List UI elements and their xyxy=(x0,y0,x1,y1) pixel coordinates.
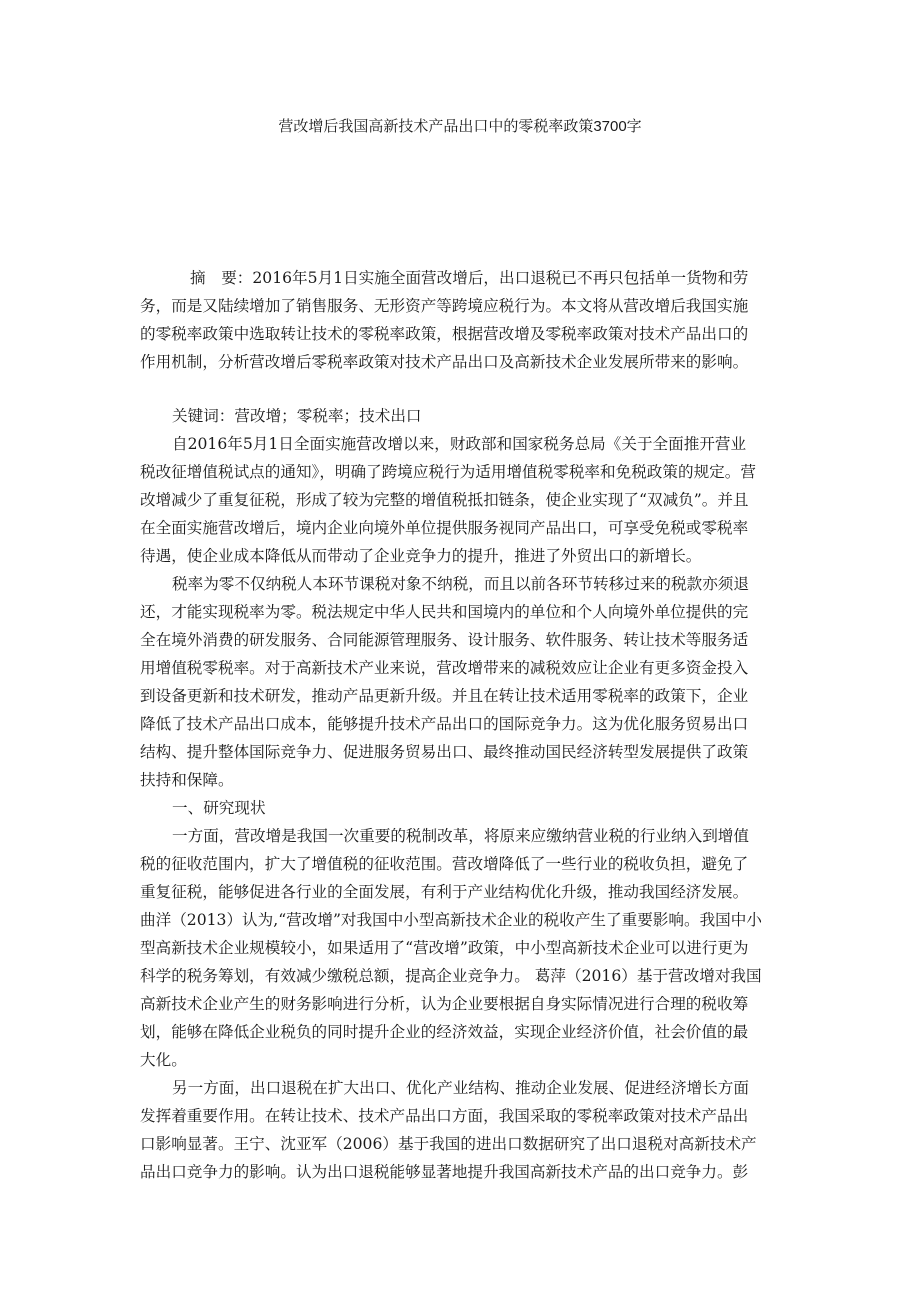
paragraph-line: 扶持和保障。 xyxy=(140,771,234,789)
paragraph-line: 自2016年5月1日全面实施营改增以来，财政部和国家税务总局《关于全面推开营业 xyxy=(172,435,747,453)
paragraph-line: 还，才能实现税率为零。税法规定中华人民共和国境内的单位和个人向境外单位提供的完 xyxy=(140,603,749,621)
paragraph-line: 发挥着重要作用。在转让技术、技术产品出口方面，我国采取的零税率政策对技术产品出 xyxy=(140,1107,749,1125)
paragraph-line: 科学的税务筹划，有效减少缴税总额，提高企业竞争力。 葛萍（2016）基于营改增对我国 xyxy=(140,967,762,985)
paragraph xyxy=(140,1074,802,1186)
paragraph-line: 型高新技术企业规模较小，如果适用了“营改增”政策，中小型高新技术企业可以进行更为 xyxy=(140,939,749,957)
section-heading xyxy=(140,794,802,822)
abstract xyxy=(140,264,802,376)
paragraph-line: 品出口竞争力的影响。认为出口退税能够显著地提升我国高新技术产品的出口竞争力。彭 xyxy=(140,1163,749,1181)
paragraph-line: 划，能够在降低企业税负的同时提升企业的经济效益，实现企业经济价值，社会价值的最 xyxy=(140,1023,749,1041)
paragraph-line: 到设备更新和技术研发，推动产品更新升级。并且在转让技术适用零税率的政策下，企业 xyxy=(140,687,749,705)
abstract-line: 务，而是又陆续增加了销售服务、无形资产等跨境应税行为。本文将从营改增后我国实施 xyxy=(140,297,749,315)
paragraph-line: 曲洋（2013）认为,“营改增”对我国中小型高新技术企业的税收产生了重要影响。我国中小 xyxy=(140,911,762,929)
paragraph-line: 在全面实施营改增后，境内企业向境外单位提供服务视同产品出口，可享受免税或零税率 xyxy=(140,519,749,537)
document-body xyxy=(140,402,802,1186)
document-title: 营改增后我国高新技术产品出口中的零税率政策3700字 xyxy=(278,118,642,135)
paragraph xyxy=(140,430,802,570)
paragraph-line: 口影响显著。王宁、沈亚军（2006）基于我国的进出口数据研究了出口退税对高新技术产 xyxy=(140,1135,757,1153)
paragraph-line: 用增值税零税率。对于高新技术产业来说，营改增带来的减税效应让企业有更多资金投入 xyxy=(140,659,749,677)
paragraph-line: 全在境外消费的研发服务、合同能源管理服务、设计服务、软件服务、转让技术等服务适 xyxy=(140,631,749,649)
paragraph-line: 税率为零不仅纳税人本环节课税对象不纳税，而且以前各环节转移过来的税款亦须退 xyxy=(172,575,749,593)
keywords: 关键词：营改增；零税率；技术出口 xyxy=(172,407,422,425)
paragraph-line: 改增减少了重复征税，形成了较为完整的增值税抵扣链条，使企业实现了“双减负”。并且 xyxy=(140,491,749,509)
paragraph-line: 结构、提升整体国际竞争力、促进服务贸易出口、最终推动国民经济转型发展提供了政策 xyxy=(140,743,749,761)
paragraph-line: 高新技术企业产生的财务影响进行分析，认为企业要根据自身实际情况进行合理的税收筹 xyxy=(140,995,749,1013)
abstract-line: 的零税率政策中选取转让技术的零税率政策，根据营改增及零税率政策对技术产品出口的 xyxy=(140,325,749,343)
abstract-line: 作用机制，分析营改增后零税率政策对技术产品出口及高新技术企业发展所带来的影响。 xyxy=(140,353,749,371)
paragraph-line: 一、研究现状 xyxy=(172,799,266,817)
abstract-line: 摘 要：2016年5月1日实施全面营改增后，出口退税已不再只包括单一货物和劳 xyxy=(190,269,749,287)
paragraph-line: 税的征收范围内，扩大了增值税的征收范围。营改增降低了一些行业的税收负担，避免了 xyxy=(140,855,749,873)
paragraph-line: 另一方面，出口退税在扩大出口、优化产业结构、推动企业发展、促进经济增长方面 xyxy=(172,1079,749,1097)
paragraph-line: 一方面，营改增是我国一次重要的税制改革，将原来应缴纳营业税的行业纳入到增值 xyxy=(172,827,749,845)
paragraph-line: 待遇，使企业成本降低从而带动了企业竞争力的提升，推进了外贸出口的新增长。 xyxy=(140,547,702,565)
paragraph-line: 重复征税，能够促进各行业的全面发展，有利于产业结构优化升级，推动我国经济发展。 xyxy=(140,883,749,901)
paragraph xyxy=(140,822,802,1074)
paragraph-line: 税改征增值税试点的通知》，明确了跨境应税行为适用增值税零税率和免税政策的规定。营 xyxy=(140,463,756,481)
paragraph xyxy=(140,570,802,794)
paragraph-line: 降低了技术产品出口成本，能够提升技术产品出口的国际竞争力。这为优化服务贸易出口 xyxy=(140,715,749,733)
paragraph-line: 大化。 xyxy=(140,1051,187,1069)
